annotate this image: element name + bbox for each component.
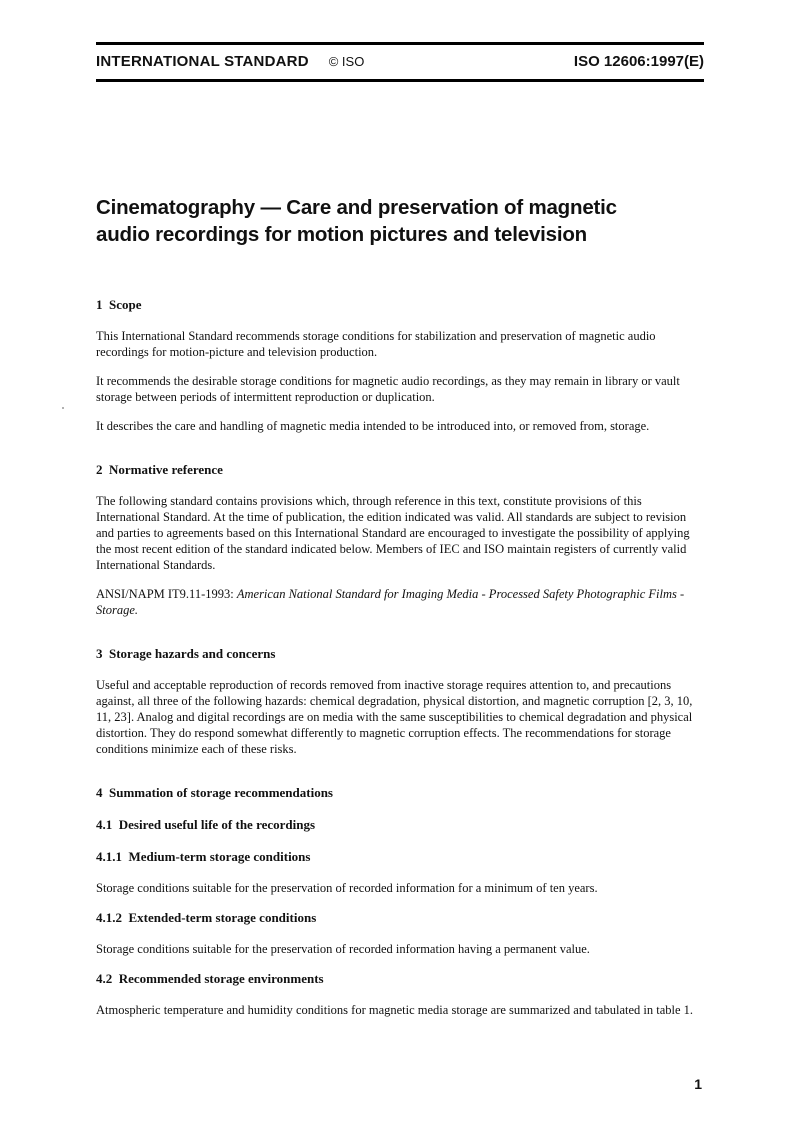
section-4-1-2-heading: 4.1.2 Extended-term storage conditions xyxy=(96,910,317,925)
section-4-summation-heading: 4 Summation of storage recommendations xyxy=(96,785,333,800)
section-3-hazards-heading: 3 Storage hazards and concerns xyxy=(96,646,276,661)
hazards-paragraph-1: Useful and acceptable reproduction of records removed from inactive storage requires attention to, and precautions against, all three of the following hazards: chemical degradation, physical distortion, and magnetic corruption [2, 3, 10, 11, 23]. Analog and digital recordings are on media with the same susceptibilities to chemical degradation and physical distortion. They do respond somewhat differently to magnetic corruption effects. The recommendations for storage conditions minimize each of these risks. xyxy=(96,678,693,756)
section-1-scope-heading: 1 Scope xyxy=(96,297,142,312)
page-content xyxy=(96,0,704,1031)
section-4-1-1-heading: 4.1.1 Medium-term storage conditions xyxy=(96,849,311,864)
section-4-1-1-paragraph: Storage conditions suitable for the preservation of recorded information for a minimum of ten years. xyxy=(96,881,598,895)
header-rule-bottom xyxy=(96,79,704,82)
header-standard-code: ISO 12606:1997(E) xyxy=(573,53,704,70)
scope-paragraph-3: It describes the care and handling of magnetic media intended to be introduced into, or removed from, storage. xyxy=(96,419,650,433)
scope-paragraph-1: This International Standard recommends storage conditions for stabilization and preservation of magnetic audio recordings for motion-picture and television production. xyxy=(96,329,656,359)
normative-reference-title: American National Standard for Imaging Media - Processed Safety Photographic Films - Storage. xyxy=(96,587,685,617)
section-4-2-paragraph: Atmospheric temperature and humidity conditions for magnetic media storage are summarized and tabulated in table 1. xyxy=(96,1003,694,1017)
normative-reference-entry xyxy=(96,586,704,618)
section-4-2-heading: 4.2 Recommended storage environments xyxy=(96,971,324,986)
scan-artifact-speck xyxy=(62,407,64,409)
header-standard-label: INTERNATIONAL STANDARD xyxy=(96,53,309,70)
header-row xyxy=(96,45,704,79)
section-4-1-heading: 4.1 Desired useful life of the recordings xyxy=(96,817,316,832)
header-copyright: © ISO xyxy=(328,54,365,69)
section-2-normative-heading: 2 Normative reference xyxy=(96,462,223,477)
normative-paragraph-1: The following standard contains provisions which, through reference in this text, constitute provisions of this International Standard. At the time of publication, the edition indicated was valid. All standards are subject to revision and parties to agreements based on this International Standard are encouraged to investigate the possibility of applying the most recent edition of the standard indicated below. Members of IEC and ISO maintain registers of currently valid International Standards. xyxy=(96,494,690,572)
page-number: 1 xyxy=(694,1076,702,1092)
page-header xyxy=(96,42,704,82)
scope-paragraph-2: It recommends the desirable storage conditions for magnetic audio recordings, as they may remain in library or vault storage between periods of intermittent reproduction or duplication. xyxy=(96,374,680,404)
document-title: Cinematography — Care and preservation of magnetic audio recordings for motion pictures and television xyxy=(96,196,617,246)
header-left-group xyxy=(96,53,364,70)
normative-reference-label: ANSI/NAPM IT9.11-1993: xyxy=(96,587,237,601)
section-4-1-2-paragraph: Storage conditions suitable for the preservation of recorded information having a permanent value. xyxy=(96,942,590,956)
